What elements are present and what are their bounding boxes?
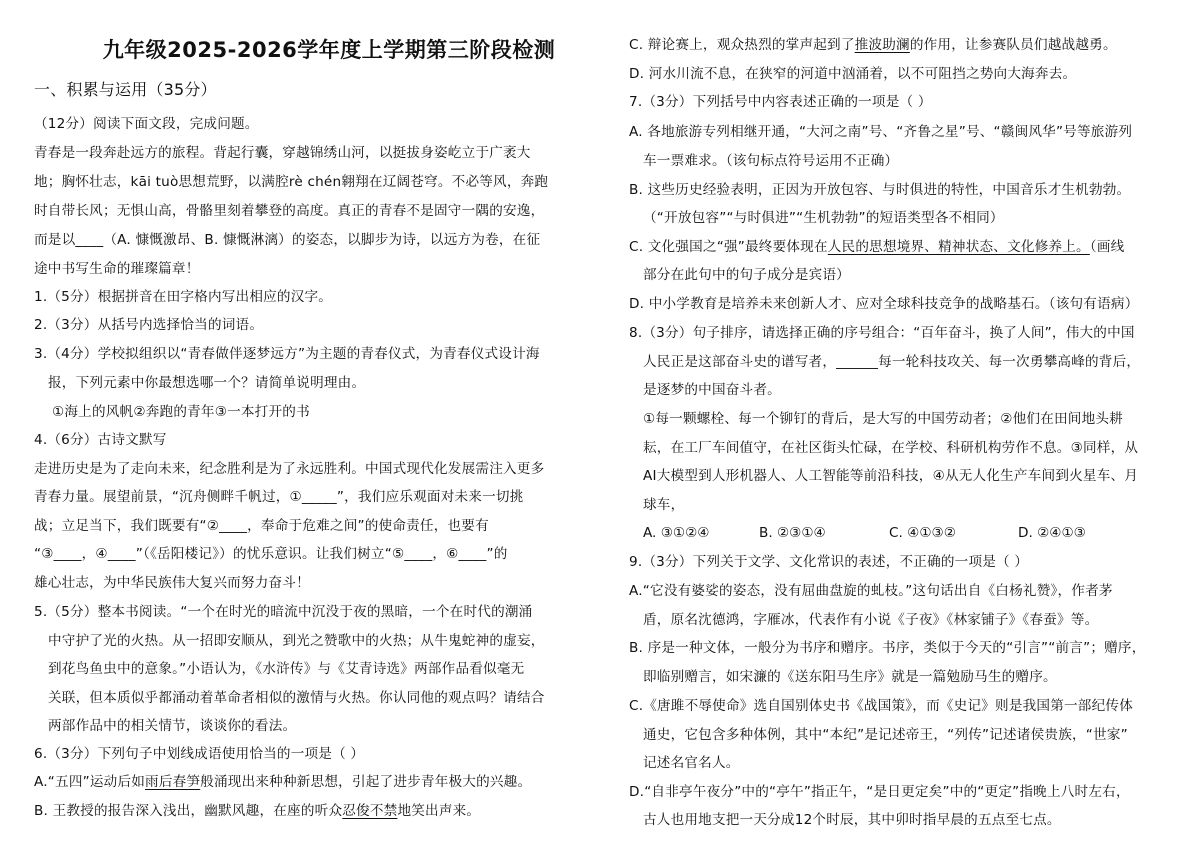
passage-line: 青春是一段奔赴远方的旅程。背起行囊，穿越锦绣山河，以挺拔身姿屹立于广袤大 xyxy=(34,145,531,161)
question-8-line: 球车， xyxy=(643,497,685,513)
option-text: （画线 xyxy=(1089,239,1125,255)
question-9-option-c: C.《唐雎不辱使命》选自国别体史书《战国策》，而《史记》则是我国第一部纪传体 xyxy=(629,698,1133,714)
passage-line: 而是以____（A. 慷慨激昂、B. 慷慨淋漓）的姿态，以脚步为诗，以远方为卷，在征 xyxy=(34,232,541,248)
option-b[interactable]: B. ②③①④ xyxy=(759,525,826,541)
option-text: 的作用，让参赛队员们越战越勇。 xyxy=(909,37,1117,53)
option-text: 地笑出声来。 xyxy=(397,803,481,819)
question-5-line: 中守护了光的火热。从一招即安顺从，到光之赞歌中的火热；从牛鬼蛇神的虚妄， xyxy=(48,633,545,649)
question-4-line: “③____，④____”（《岳阳楼记》）的忧乐意识。让我们树立“⑤____，⑥____”的 xyxy=(34,546,508,562)
question-6: 6.（3分）下列句子中划线成语使用恰当的一项是（ ） xyxy=(34,746,365,762)
question-9-option-a: A.“它没有婆娑的姿态，没有屈曲盘旋的虬枝。”这句话出自《白杨礼赞》，作者茅 xyxy=(629,583,1113,599)
option-a[interactable]: A. ③①②④ xyxy=(643,525,710,541)
question-9-option-d: D.“自非亭午夜分”中的“亭午”指正午，“是日更定矣”中的“更定”指晚上八时左右， xyxy=(629,784,1130,800)
question-1: 1.（5分）根据拼音在田字格内写出相应的汉字。 xyxy=(34,289,333,305)
question-5-line: 关联，但本质似乎都涌动着革命者相似的激情与火热。你认同他的观点吗？请结合 xyxy=(48,690,545,706)
passage-intro: （12分）阅读下面文段，完成问题。 xyxy=(34,116,259,132)
question-3-line: 报，下列元素中你最想选哪一个？请简单说明理由。 xyxy=(48,375,366,391)
question-8-line: 耘，在工厂车间值守，在社区街头忙碌，在学校、科研机构劳作不息。③同样，从 xyxy=(643,440,1139,456)
question-6-option-c xyxy=(629,35,1117,55)
question-7-option-a: A. 各地旅游专列相继开通，“大河之南”号、“齐鲁之星”号、“赣闽风华”号等旅游列 xyxy=(629,124,1133,140)
question-8-line: 人民正是这部奋斗史的谱写者，______每一轮科技攻关、每一次勇攀高峰的背后， xyxy=(643,354,1141,370)
question-8-line: 是逐梦的中国奋斗者。 xyxy=(643,382,781,398)
underlined-idiom: 推波助澜 xyxy=(854,37,910,53)
question-8-options xyxy=(643,523,1163,543)
exam-title: 九年级2025-2026学年度上学期第三阶段检测 xyxy=(102,38,556,62)
question-7-option-a-cont: 车一票难求。（该句标点符号运用不正确） xyxy=(643,153,899,169)
question-9-option-b-cont: 即临别赠言，如宋濂的《送东阳马生序》就是一篇勉励马生的赠序。 xyxy=(643,669,1057,685)
question-9: 9.（3分）下列关于文学、文化常识的表述，不正确的一项是（ ） xyxy=(629,554,1029,570)
question-9-option-b: B. 序是一种文体，一般分为书序和赠序。书序，类似于今天的“引言”“前言”；赠序， xyxy=(629,640,1146,656)
question-7-option-b: B. 这些历史经验表明，正因为开放包容、与时俱进的特性，中国音乐才生机勃勃。 xyxy=(629,182,1131,198)
passage-line: 途中书写生命的璀璨篇章！ xyxy=(34,261,200,277)
question-9-option-d-cont: 古人也用地支把一天分成12个时辰，其中卯时指早晨的五点至七点。 xyxy=(643,812,1061,828)
question-6-option-a xyxy=(34,772,531,792)
question-3: 3.（4分）学校拟组织以“青春做伴逐梦远方”为主题的青春仪式，为青春仪式设计海 xyxy=(34,346,540,362)
question-5-line: 到花鸟鱼虫中的意象。”小语认为，《水浒传》与《艾青诗选》两部作品看似毫无 xyxy=(48,661,525,677)
question-5-line: 两部作品中的相关情节，谈谈你的看法。 xyxy=(48,718,297,734)
question-5: 5.（5分）整本书阅读。“一个在时光的暗流中沉没于夜的黑暗，一个在时代的潮涌 xyxy=(34,604,533,620)
question-3-options: ①海上的风帆②奔跑的青年③一本打开的书 xyxy=(52,404,310,420)
option-text: A.“五四”运动后如 xyxy=(34,774,146,790)
option-text: C. 辩论赛上，观众热烈的掌声起到了 xyxy=(629,37,855,53)
underlined-phrase: 人民的思想境界、精神状态、文化修养上。 xyxy=(827,239,1090,255)
question-9-option-c-cont: 通史，它包含多种体例，其中“本纪”是记述帝王，“列传”记述诸侯贵族，“世家” xyxy=(643,727,1128,743)
question-7-option-c-cont: 部分在此句中的句子成分是宾语） xyxy=(643,267,850,283)
question-4: 4.（6分）古诗文默写 xyxy=(34,432,167,448)
question-7-option-d: D. 中小学教育是培养未来创新人才、应对全球科技竞争的战略基石。（该句有语病） xyxy=(629,296,1139,312)
question-9-option-a-cont: 盾，原名沈德鸿，字雁冰，代表作有小说《子夜》《林家铺子》《春蚕》等。 xyxy=(643,612,1099,628)
question-4-line: 青春力量。展望前景，“沉舟侧畔千帆过，①_____”，我们应乐观面对未来一切挑 xyxy=(34,489,524,505)
question-7-option-b-cont: （“开放包容”“与时俱进”“生机勃勃”的短语类型各不相同） xyxy=(643,210,1004,226)
question-7-option-c xyxy=(629,237,1124,257)
underlined-idiom: 忍俊不禁 xyxy=(342,803,398,819)
question-4-line: 战；立足当下，我们既要有“②____，奉命于危难之间”的使命责任，也要有 xyxy=(34,518,489,534)
question-6-option-b xyxy=(34,801,480,821)
question-4-line: 走进历史是为了走向未来，纪念胜利是为了永远胜利。中国式现代化发展需注入更多 xyxy=(34,461,545,477)
option-d[interactable]: D. ②④①③ xyxy=(1018,525,1086,541)
question-8-line: AI大模型到人形机器人、人工智能等前沿科技，④从无人化生产车间到火星车、月 xyxy=(643,468,1139,484)
question-2: 2.（3分）从括号内选择恰当的词语。 xyxy=(34,317,264,333)
passage-line: 时自带长风；无惧山高，骨骼里刻着攀登的高度。真正的青春不是固守一隅的安逸， xyxy=(34,203,545,219)
option-text: C. 文化强国之“强”最终要体现在 xyxy=(629,239,828,255)
question-8: 8.（3分）句子排序，请选择正确的序号组合：“百年奋斗，换了人间”，伟大的中国 xyxy=(629,325,1135,341)
passage-line: 地；胸怀壮志，kāi tuò思想荒野，以满腔rè chén翱翔在辽阔苍穹。不必等风，奔跑 xyxy=(34,174,549,190)
option-text: 般涌现出来种种新思想，引起了进步青年极大的兴趣。 xyxy=(200,774,532,790)
option-c[interactable]: C. ④①③② xyxy=(889,525,956,541)
question-8-line: ①每一颗螺栓、每一个铆钉的背后，是大写的中国劳动者；②他们在田间地头耕 xyxy=(643,411,1123,427)
question-4-line: 雄心壮志，为中华民族伟大复兴而努力奋斗！ xyxy=(34,575,310,591)
section-heading: 一、积累与运用（35分） xyxy=(34,80,217,99)
question-7: 7.（3分）下列括号中内容表述正确的一项是（ ） xyxy=(629,94,932,110)
underlined-idiom: 雨后春笋 xyxy=(145,774,201,790)
question-6-option-d: D. 河水川流不息，在狭窄的河道中汹涌着，以不可阻挡之势向大海奔去。 xyxy=(629,66,1077,82)
option-text: B. 王教授的报告深入浅出，幽默风趣，在座的听众 xyxy=(34,803,343,819)
question-9-option-c-cont: 记述名官名人。 xyxy=(643,755,740,771)
